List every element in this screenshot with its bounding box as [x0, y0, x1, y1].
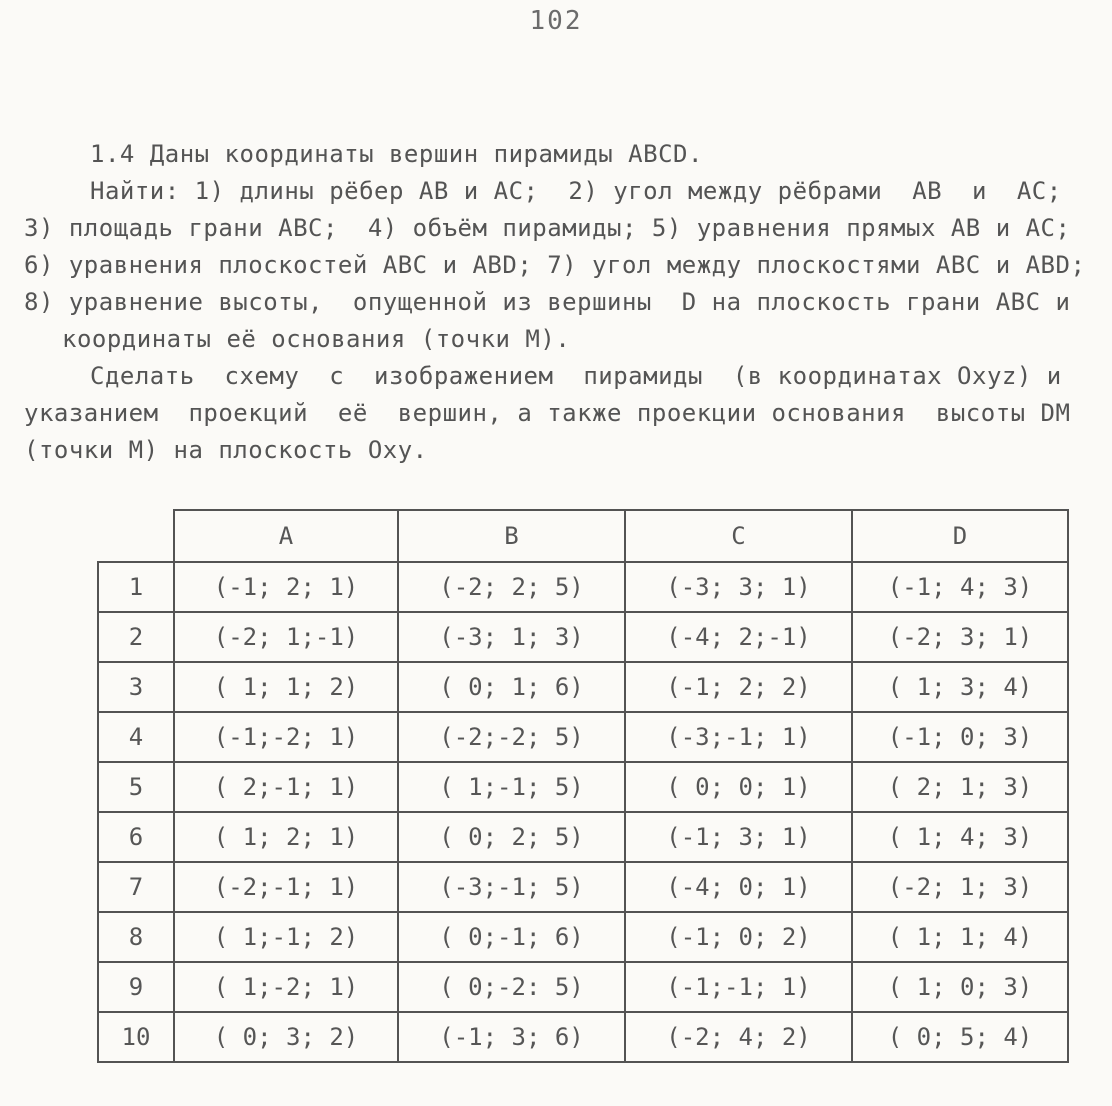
problem-line: Сделать схему с изображением пирамиды (в координатах Oxyz) и [90, 362, 1062, 390]
row-number: 4 [98, 712, 174, 762]
row-number: 5 [98, 762, 174, 812]
page-number: 102 [529, 6, 583, 36]
table-cell: (-1; 2; 2) [625, 662, 852, 712]
row-number: 3 [98, 662, 174, 712]
table-cell: (-1; 2; 1) [174, 562, 398, 612]
problem-line: Найти: 1) длины рёбер AB и AC; 2) угол между рёбрами AB и AC; [90, 177, 1062, 205]
problem-line: (точки M) на плоскость Oxy. [24, 436, 428, 464]
problem-line: указанием проекций её вершин, а также проекции основания высоты DM [24, 399, 1071, 427]
problem-line: 6) уравнения плоскостей ABC и ABD; 7) угол между плоскостями ABC и ABD; [24, 251, 1086, 279]
row-number: 1 [98, 562, 174, 612]
table-row [98, 712, 1068, 762]
table-cell: ( 1;-1; 5) [398, 762, 625, 812]
table-cell: (-2; 2; 5) [398, 562, 625, 612]
row-number: 10 [98, 1012, 174, 1062]
problem-line: 1.4 Даны координаты вершин пирамиды ABCD. [90, 140, 703, 168]
problem-line: 8) уравнение высоты, опущенной из вершины D на плоскость грани ABC и [24, 288, 1071, 316]
table-cell: ( 1;-1; 2) [174, 912, 398, 962]
table-cell: ( 0; 0; 1) [625, 762, 852, 812]
table-cell: ( 2; 1; 3) [852, 762, 1068, 812]
table-cell: (-1; 3; 6) [398, 1012, 625, 1062]
problem-line: координаты её основания (точки M). [62, 325, 571, 353]
coordinates-table [97, 509, 1069, 1063]
table-cell: ( 1; 2; 1) [174, 812, 398, 862]
table-cell: (-3; 3; 1) [625, 562, 852, 612]
table-row [98, 562, 1068, 612]
row-number: 2 [98, 612, 174, 662]
column-header-b: B [398, 510, 625, 562]
table-cell: (-1; 3; 1) [625, 812, 852, 862]
table-row [98, 762, 1068, 812]
table-cell: ( 0; 2; 5) [398, 812, 625, 862]
table-cell: (-1;-2; 1) [174, 712, 398, 762]
table-cell: (-2; 3; 1) [852, 612, 1068, 662]
row-number: 6 [98, 812, 174, 862]
table-row [98, 962, 1068, 1012]
table-cell: (-3;-1; 5) [398, 862, 625, 912]
table-row [98, 912, 1068, 962]
table-row [98, 1012, 1068, 1062]
table-cell: ( 0; 5; 4) [852, 1012, 1068, 1062]
table-cell: ( 1; 1; 4) [852, 912, 1068, 962]
problem-statement [24, 136, 1094, 469]
table-header-row [98, 510, 1068, 562]
table-cell: ( 0;-2: 5) [398, 962, 625, 1012]
column-header-c: C [625, 510, 852, 562]
table-cell: (-1;-1; 1) [625, 962, 852, 1012]
row-number: 8 [98, 912, 174, 962]
table-cell: ( 1; 3; 4) [852, 662, 1068, 712]
table-cell: (-2; 1;-1) [174, 612, 398, 662]
table-corner-empty [98, 510, 174, 562]
column-header-d: D [852, 510, 1068, 562]
column-header-a: A [174, 510, 398, 562]
table-cell: ( 1;-2; 1) [174, 962, 398, 1012]
table-cell: ( 1; 0; 3) [852, 962, 1068, 1012]
table-cell: ( 1; 4; 3) [852, 812, 1068, 862]
table-cell: (-2;-1; 1) [174, 862, 398, 912]
table-row [98, 812, 1068, 862]
table-cell: ( 0; 3; 2) [174, 1012, 398, 1062]
table-row [98, 612, 1068, 662]
table-row [98, 662, 1068, 712]
table-cell: (-4; 2;-1) [625, 612, 852, 662]
table-cell: (-2;-2; 5) [398, 712, 625, 762]
table-cell: ( 0; 1; 6) [398, 662, 625, 712]
table-cell: (-2; 4; 2) [625, 1012, 852, 1062]
table-row [98, 862, 1068, 912]
table-cell: ( 1; 1; 2) [174, 662, 398, 712]
table-cell: (-1; 0; 3) [852, 712, 1068, 762]
table-cell: ( 0;-1; 6) [398, 912, 625, 962]
table-cell: (-3;-1; 1) [625, 712, 852, 762]
row-number: 9 [98, 962, 174, 1012]
table-cell: (-4; 0; 1) [625, 862, 852, 912]
table-cell: (-2; 1; 3) [852, 862, 1068, 912]
problem-line: 3) площадь грани ABC; 4) объём пирамиды; 5) уравнения прямых AB и AC; [24, 214, 1071, 242]
table-cell: (-3; 1; 3) [398, 612, 625, 662]
table-cell: (-1; 4; 3) [852, 562, 1068, 612]
table-cell: (-1; 0; 2) [625, 912, 852, 962]
table-cell: ( 2;-1; 1) [174, 762, 398, 812]
row-number: 7 [98, 862, 174, 912]
